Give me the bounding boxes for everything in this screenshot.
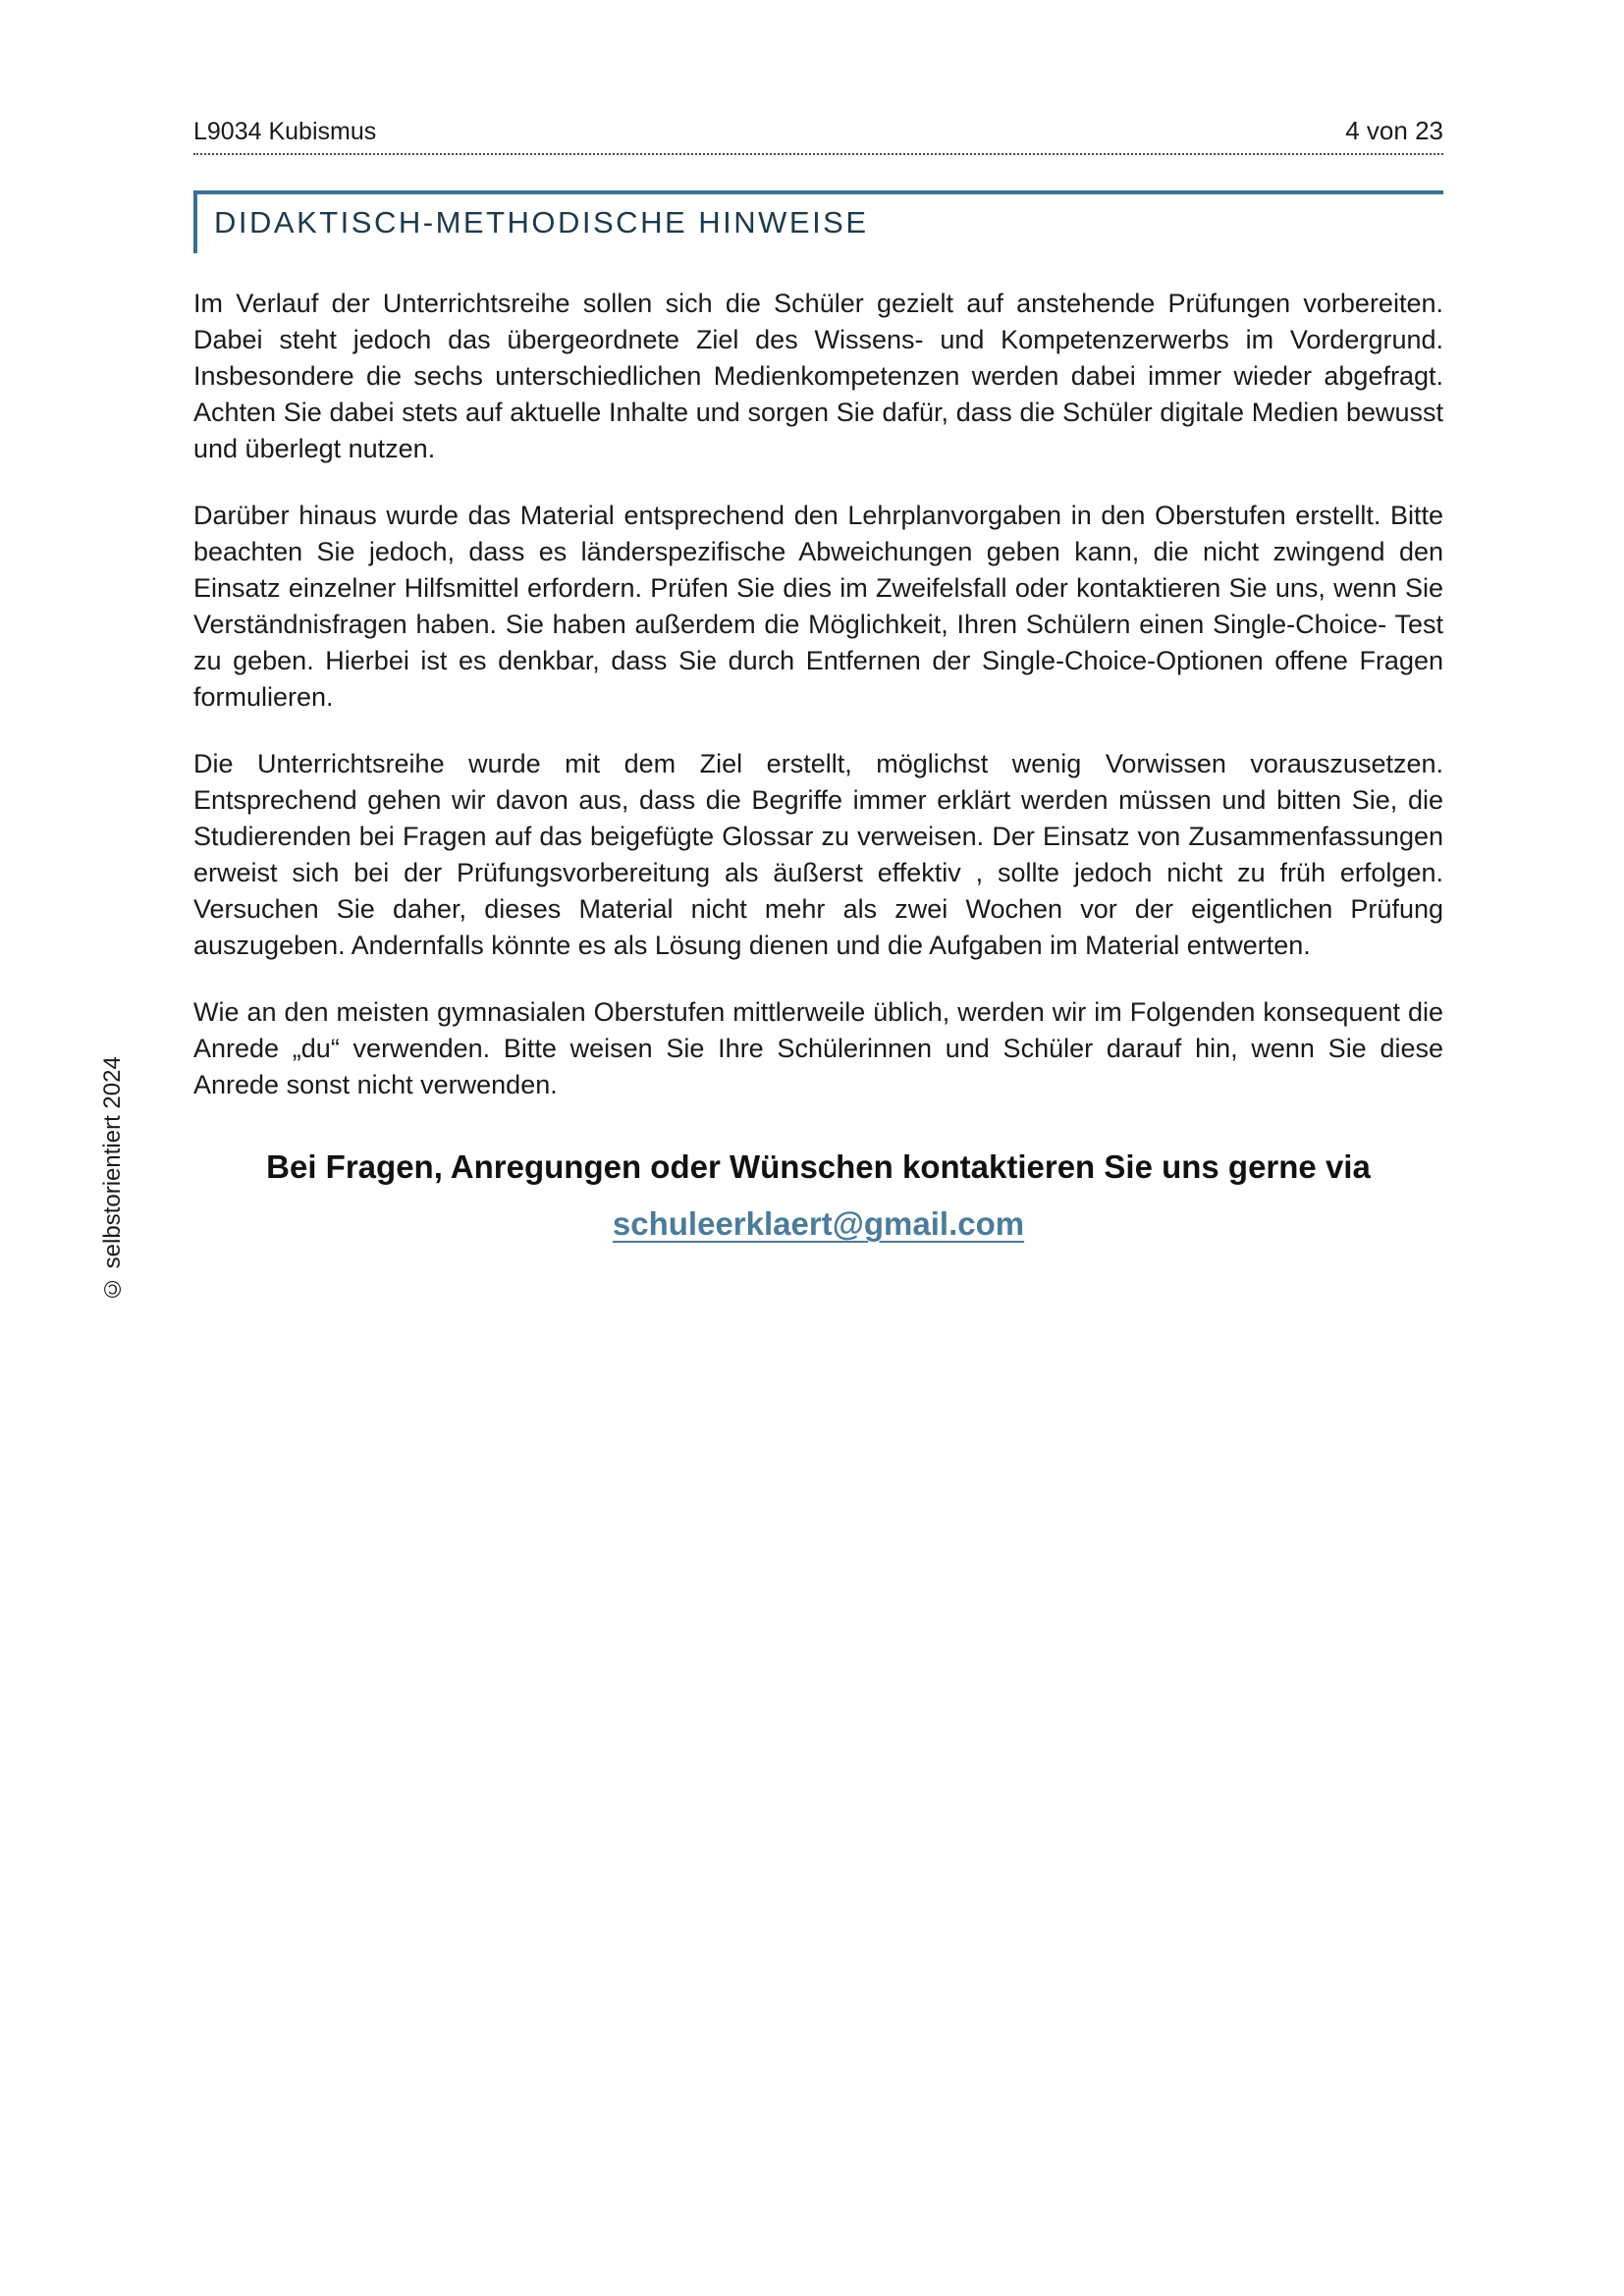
page-number-indicator: 4 von 23 [1345,116,1443,145]
paragraph-curriculum-notes: Darüber hinaus wurde das Material entsprechend den Lehrplanvorgaben in den Oberstufen erstellt. Bitte beachten Sie jedoch, dass es länderspezifische Abweichungen geben kann, die nicht zwingend den Einsatz einzelner Hilfsmittel erfordern. Prüfen Sie dies im Zweifelsfall oder kontaktieren Sie uns, wenn Sie Verständnisfragen haben. Sie haben außerdem die Möglichkeit, Ihren Schülern einen Single-Choice- Test zu geben. Hierbei ist es denkbar, dass Sie durch Entfernen der Single-Choice-Optionen offene Fragen formulieren. [193,501,1443,712]
paragraph-prior-knowledge: Die Unterrichtsreihe wurde mit dem Ziel erstellt, möglichst wenig Vorwissen vorauszusetzen. Entsprechend gehen wir davon aus, dass die Begriffe immer erklärt werden müssen und bitten Sie, die Studierenden bei Fragen auf das beigefügte Glossar zu verweisen. Der Einsatz von Zusammenfassungen erweist sich bei der Prüfungsvorbereitung als äußerst effektiv , sollte jedoch nicht zu früh erfolgen. Versuchen Sie daher, dieses Material nicht mehr als zwei Wochen vor der eigentlichen Prüfung auszugeben. Andernfalls könnte es als Lösung dienen und die Aufgaben im Material entwerten. [193,749,1443,960]
contact-email-link[interactable]: schuleerklaert@gmail.com [612,1205,1025,1242]
section-title: DIDAKTISCH-METHODISCHE HINWEISE [214,205,869,240]
contact-prompt: Bei Fragen, Anregungen oder Wünschen kontaktieren Sie uns gerne via [266,1148,1371,1185]
page-header [193,116,1443,155]
paragraph-form-of-address: Wie an den meisten gymnasialen Oberstufen mittlerweile üblich, werden wir im Folgenden konsequent die Anrede „du“ verwenden. Bitte weisen Sie Ihre Schülerinnen und Schüler darauf hin, wenn Sie diese Anrede sonst nicht verwenden. [193,997,1443,1099]
copyright-notice: © selbstorientiert 2024 [99,1056,126,1302]
email-row [193,1205,1443,1243]
section-heading-box [193,190,1443,253]
document-code: L9034 Kubismus [193,118,377,145]
paragraph-exam-preparation: Im Verlauf der Unterrichtsreihe sollen sich die Schüler gezielt auf anstehende Prüfungen vorbereiten. Dabei steht jedoch das übergeordnete Ziel des Wissens- und Kompetenzerwerbs im Vordergrund. Insbesondere die sechs unterschiedlichen Medienkompetenzen werden dabei immer wieder abgefragt. Achten Sie dabei stets auf aktuelle Inhalte und sorgen Sie dafür, dass die Schüler digitale Medien bewusst und überlegt nutzen. [193,289,1443,463]
